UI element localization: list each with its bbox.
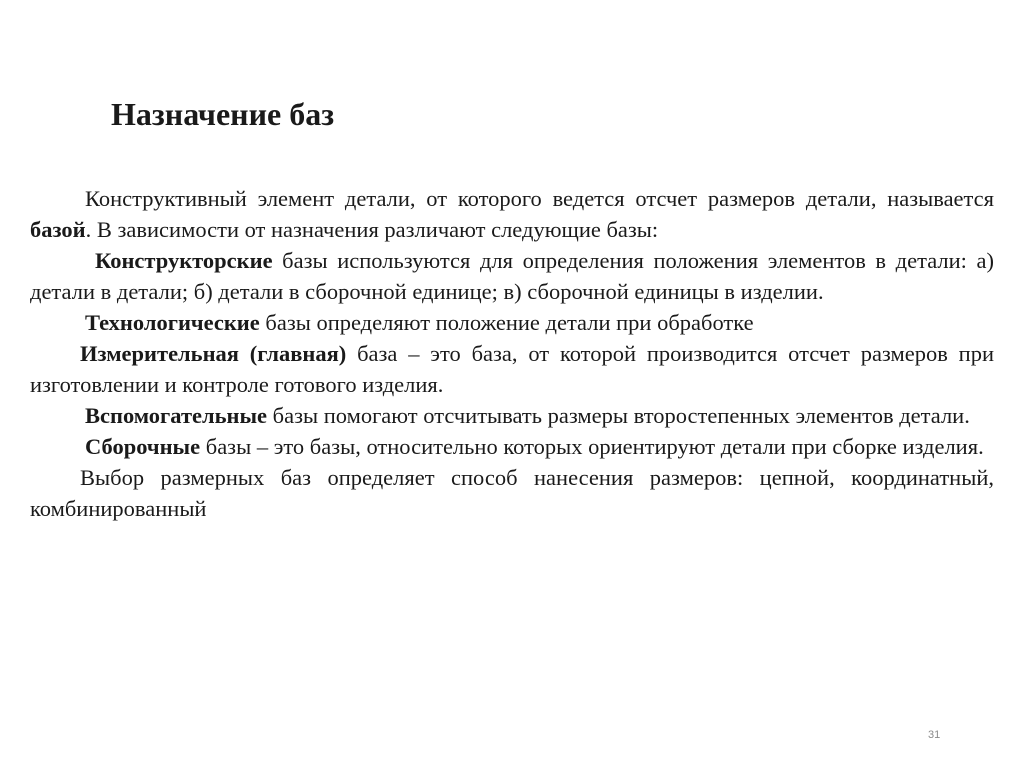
page-number: 31 bbox=[928, 729, 941, 741]
term-design-bases: Конструкторские bbox=[95, 248, 273, 273]
paragraph-dimension-method-text: Выбор размерных баз определяет способ нанесения размеров: цепной, координатный, комбинированный bbox=[30, 465, 994, 521]
slide-title: Назначение баз bbox=[111, 96, 335, 132]
paragraph-design-bases-text: базы используются для определения положения элементов в детали: а) детали в детали; б) детали в сборочной единице; в) сборочной единицы в изделии. bbox=[30, 248, 994, 304]
term-assembly-bases: Сборочные bbox=[85, 434, 201, 459]
paragraph-technological-bases bbox=[30, 307, 994, 338]
paragraph-definition-post: . В зависимости от назначения различают следующие базы: bbox=[85, 217, 659, 242]
paragraph-definition-pre: Конструктивный элемент детали, от которого ведется отсчет размеров детали, называется bbox=[85, 186, 994, 211]
paragraph-assembly-bases bbox=[30, 431, 994, 462]
paragraph-technological-bases-text: базы определяют положение детали при обработке bbox=[259, 310, 754, 335]
paragraph-dimension-method bbox=[30, 462, 994, 524]
slide-body bbox=[30, 183, 994, 524]
paragraph-assembly-bases-text: базы – это базы, относительно которых ориентируют детали при сборке изделия. bbox=[200, 434, 984, 459]
paragraph-measuring-base bbox=[30, 338, 994, 400]
term-measuring-base: Измерительная (главная) bbox=[80, 341, 347, 366]
paragraph-design-bases bbox=[30, 245, 994, 307]
paragraph-definition bbox=[30, 183, 994, 245]
paragraph-auxiliary-bases bbox=[30, 400, 994, 431]
term-technological-bases: Технологические bbox=[85, 310, 260, 335]
paragraph-measuring-base-text: база – это база, от которой производится отсчет размеров при изготовлении и контроле готового изделия. bbox=[30, 341, 995, 397]
term-baza: базой bbox=[30, 217, 86, 242]
paragraph-auxiliary-bases-text: базы помогают отсчитывать размеры второстепенных элементов детали. bbox=[267, 403, 970, 428]
term-auxiliary-bases: Вспомогательные bbox=[85, 403, 268, 428]
